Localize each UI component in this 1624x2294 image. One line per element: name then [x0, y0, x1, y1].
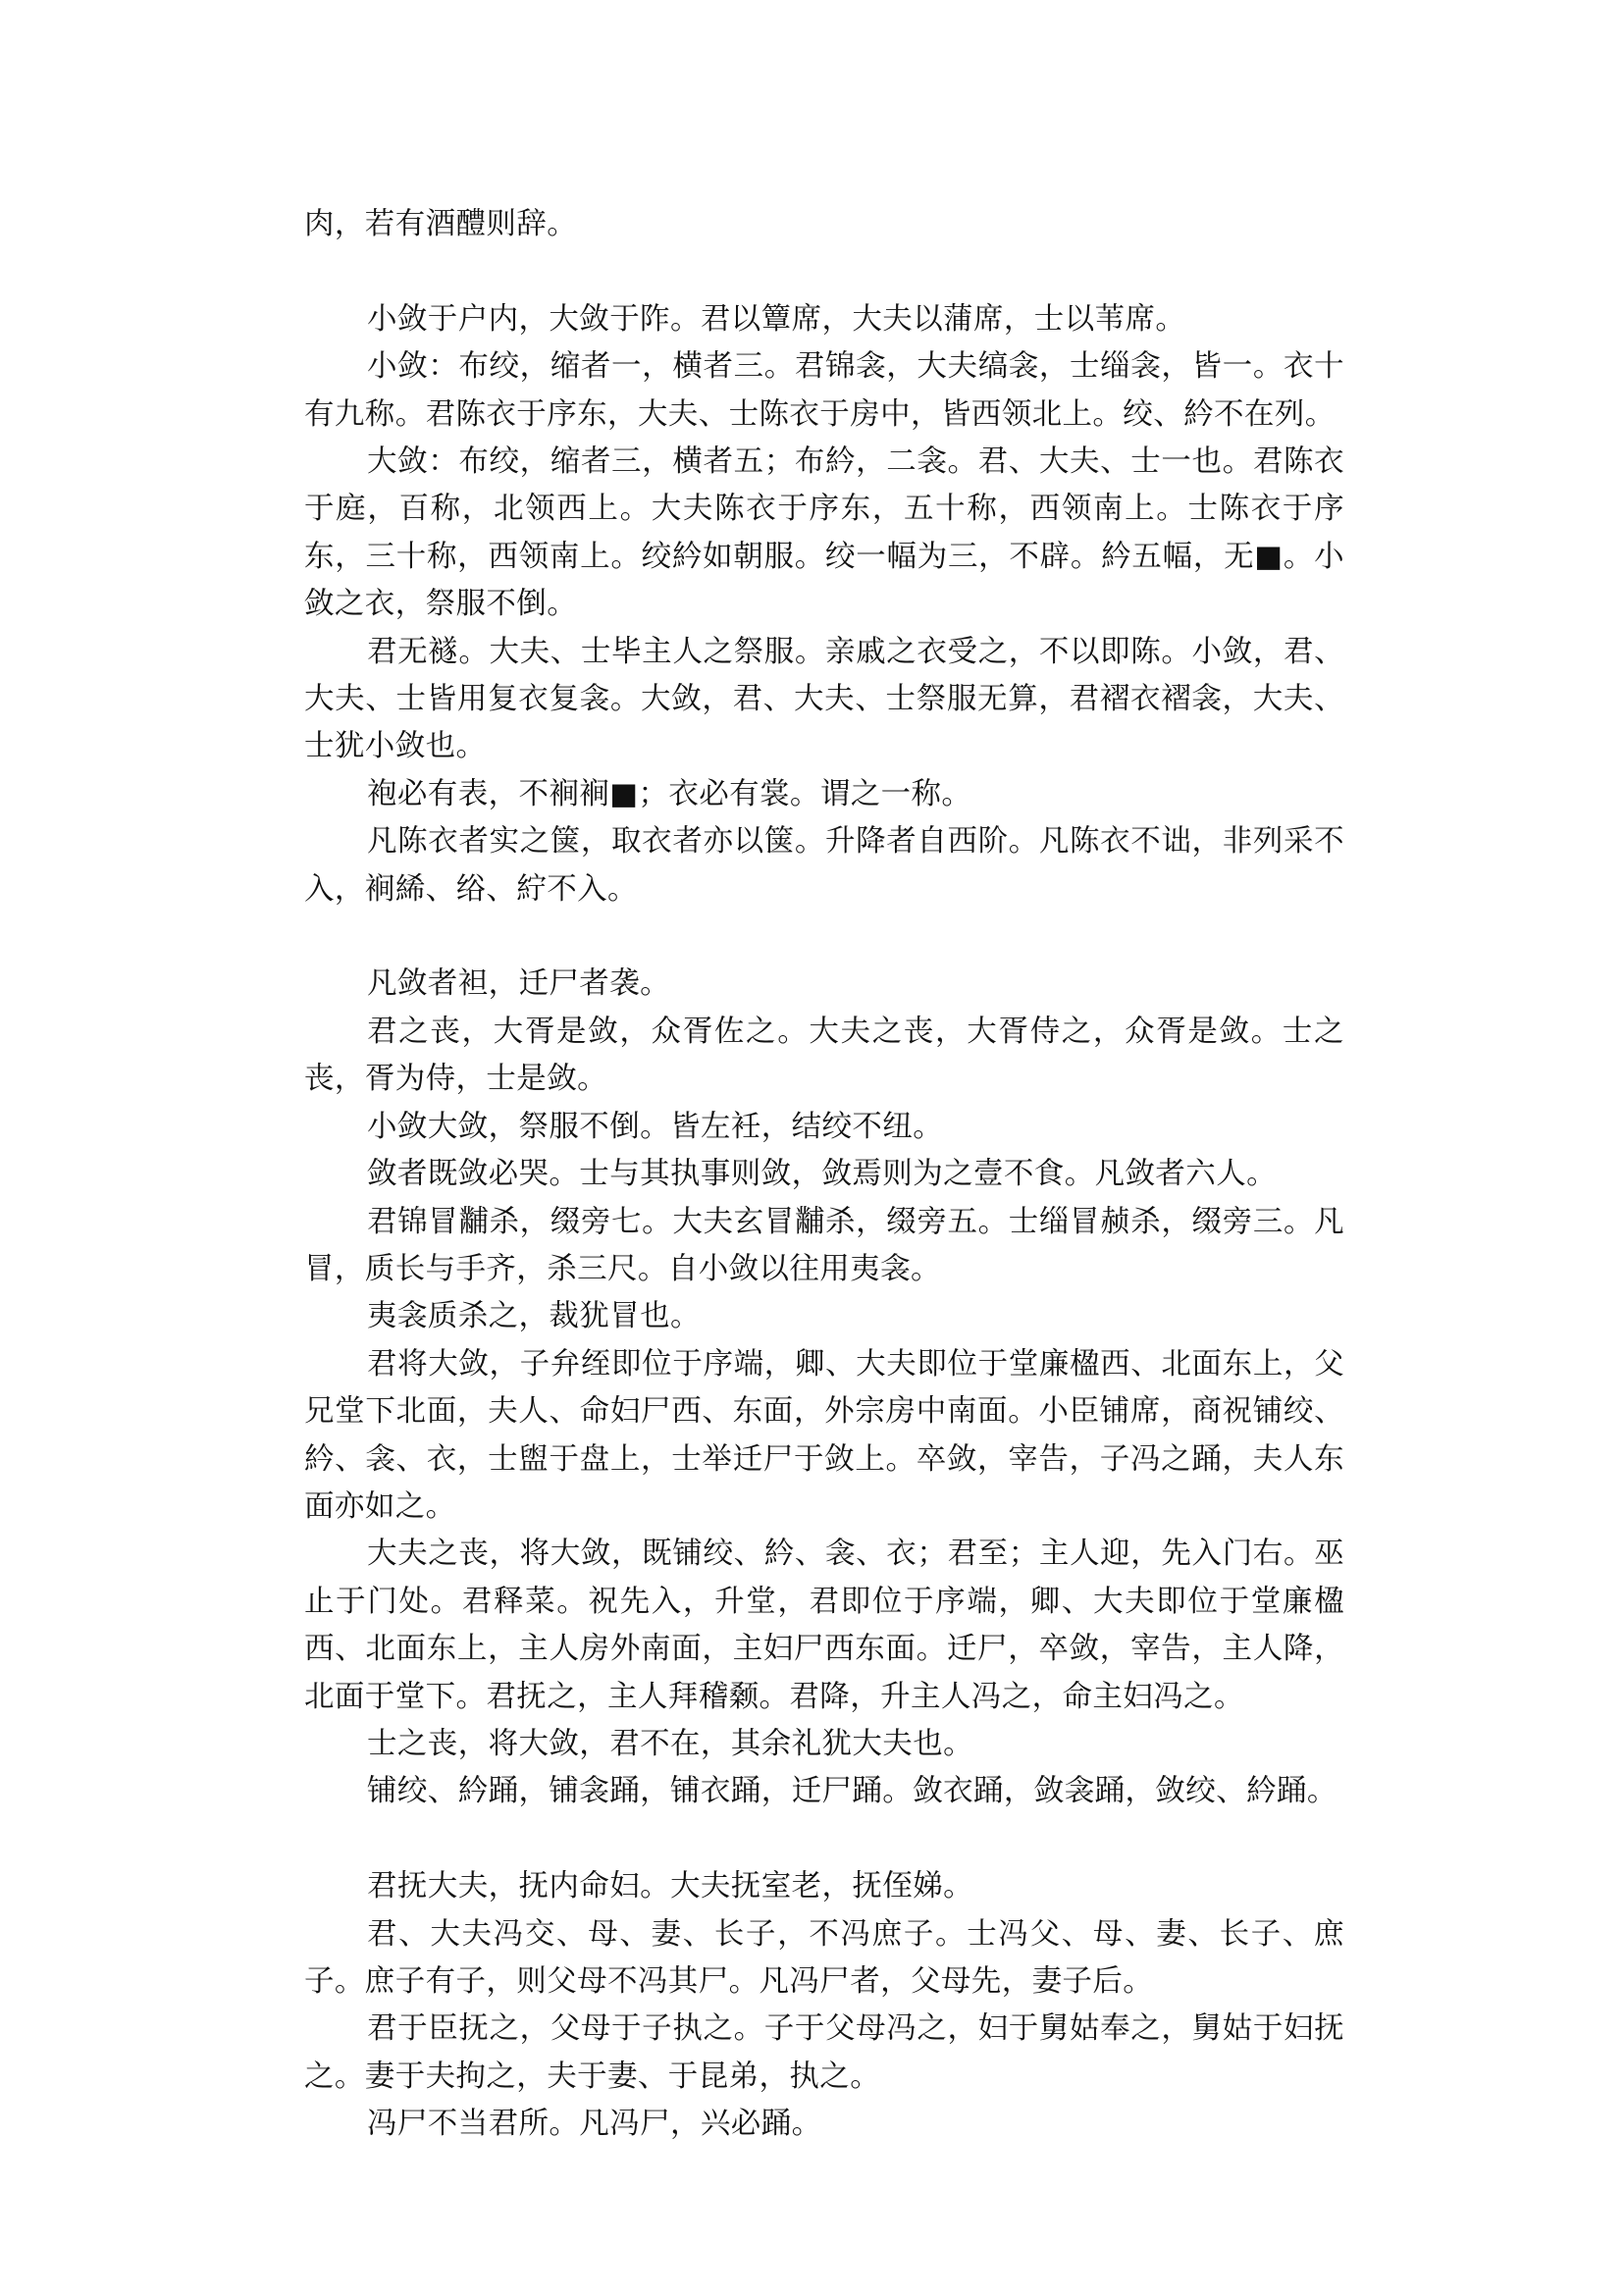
- paragraph: 小敛：布绞，缩者一，横者三。君锦衾，大夫缟衾，士缁衾，皆一。衣十有九称。君陈衣于序东，大夫、士陈衣于房中，皆西领北上。绞、紟不在列。: [304, 349, 1344, 432]
- paragraph: 小敛于户内，大敛于阼。君以簟席，大夫以蒲席，士以苇席。: [367, 301, 1186, 337]
- paragraph: 冯尸不当君所。凡冯尸，兴必踊。: [367, 2107, 822, 2142]
- paragraph: 君无襚。大夫、士毕主人之祭服。亲戚之衣受之，不以即陈。小敛，君、大夫、士皆用复衣复衾。大敛，君、大夫、士祭服无算，君褶衣褶衾，大夫、士犹小敛也。: [304, 634, 1344, 764]
- paragraph: 士之丧，将大敛，君不在，其余礼犹大夫也。: [367, 1726, 973, 1761]
- paragraph: 小敛大敛，祭服不倒。皆左衽，结绞不纽。: [367, 1109, 944, 1144]
- paragraph: 敛者既敛必哭。士与其执事则敛，敛焉则为之壹不食。凡敛者六人。: [367, 1157, 1277, 1192]
- paragraph: 大敛：布绞，缩者三，横者五；布紟，二衾。君、大夫、士一也。君陈衣于庭，百称，北领西上。大夫陈衣于序东，五十称，西领南上。士陈衣于序东，三十称，西领南上。绞紟如朝服。绞一幅为三，不辟。紟五幅，无■。小敛之衣，祭服不倒。: [304, 444, 1344, 622]
- paragraph: 袍必有表，不裥裥■；衣必有裳。谓之一称。: [367, 776, 972, 811]
- paragraph: 君之丧，大胥是敛，众胥佐之。大夫之丧，大胥侍之，众胥是敛。士之丧，胥为侍，士是敛。: [304, 1014, 1344, 1097]
- paragraph: 君于臣抚之，父母于子执之。子于父母冯之，妇于舅姑奉之，舅姑于妇抚之。妻于夫拘之，夫于妻、于昆弟，执之。: [304, 2011, 1344, 2094]
- paragraph: 大夫之丧，将大敛，既铺绞、紟、衾、衣；君至；主人迎，先入门右。巫止于门处。君释菜。祝先入，升堂，君即位于序端，卿、大夫即位于堂廉楹西、北面东上，主人房外南面，主妇尸西东面。迁尸，卒敛，宰告，主人降，北面于堂下。君抚之，主人拜稽颡。君降，升主人冯之，命主妇冯之。: [304, 1537, 1344, 1714]
- paragraph: 凡陈衣者实之箧，取衣者亦以箧。升降者自西阶。凡陈衣不诎，非列采不入，裥絺、绤、紵不入。: [304, 824, 1344, 907]
- paragraph: 夷衾质杀之，裁犹冒也。: [367, 1299, 701, 1334]
- paragraph: 凡敛者袒，迁尸者袭。: [367, 966, 670, 1002]
- text-body: [304, 201, 1344, 2149]
- paragraph: 君、大夫冯交、母、妻、长子，不冯庶子。士冯父、母、妻、长子、庶子。庶子有子，则父母不冯其尸。凡冯尸者，父母先，妻子后。: [304, 1916, 1344, 1999]
- paragraph: 君将大敛，子弁绖即位于序端，卿、大夫即位于堂廉楹西、北面东上，父兄堂下北面，夫人、命妇尸西、东面，外宗房中南面。小臣铺席，商祝铺绞、紟、衾、衣，士盥于盘上，士举迁尸于敛上。卒敛，宰告，子冯之踊，夫人东面亦如之。: [304, 1346, 1344, 1524]
- paragraph: 肉，若有酒醴则辞。: [304, 207, 578, 241]
- paragraph: 君抚大夫，抚内命妇。大夫抚室老，抚侄娣。: [367, 1869, 973, 1904]
- paragraph: 君锦冒黼杀，缀旁七。大夫玄冒黼杀，缀旁五。士缁冒赪杀，缀旁三。凡冒，质长与手齐，杀三尺。自小敛以往用夷衾。: [304, 1204, 1344, 1286]
- paragraph: 铺绞、紟踊，铺衾踊，铺衣踊，迁尸踊。敛衣踊，敛衾踊，敛绞、紟踊。: [367, 1774, 1337, 1809]
